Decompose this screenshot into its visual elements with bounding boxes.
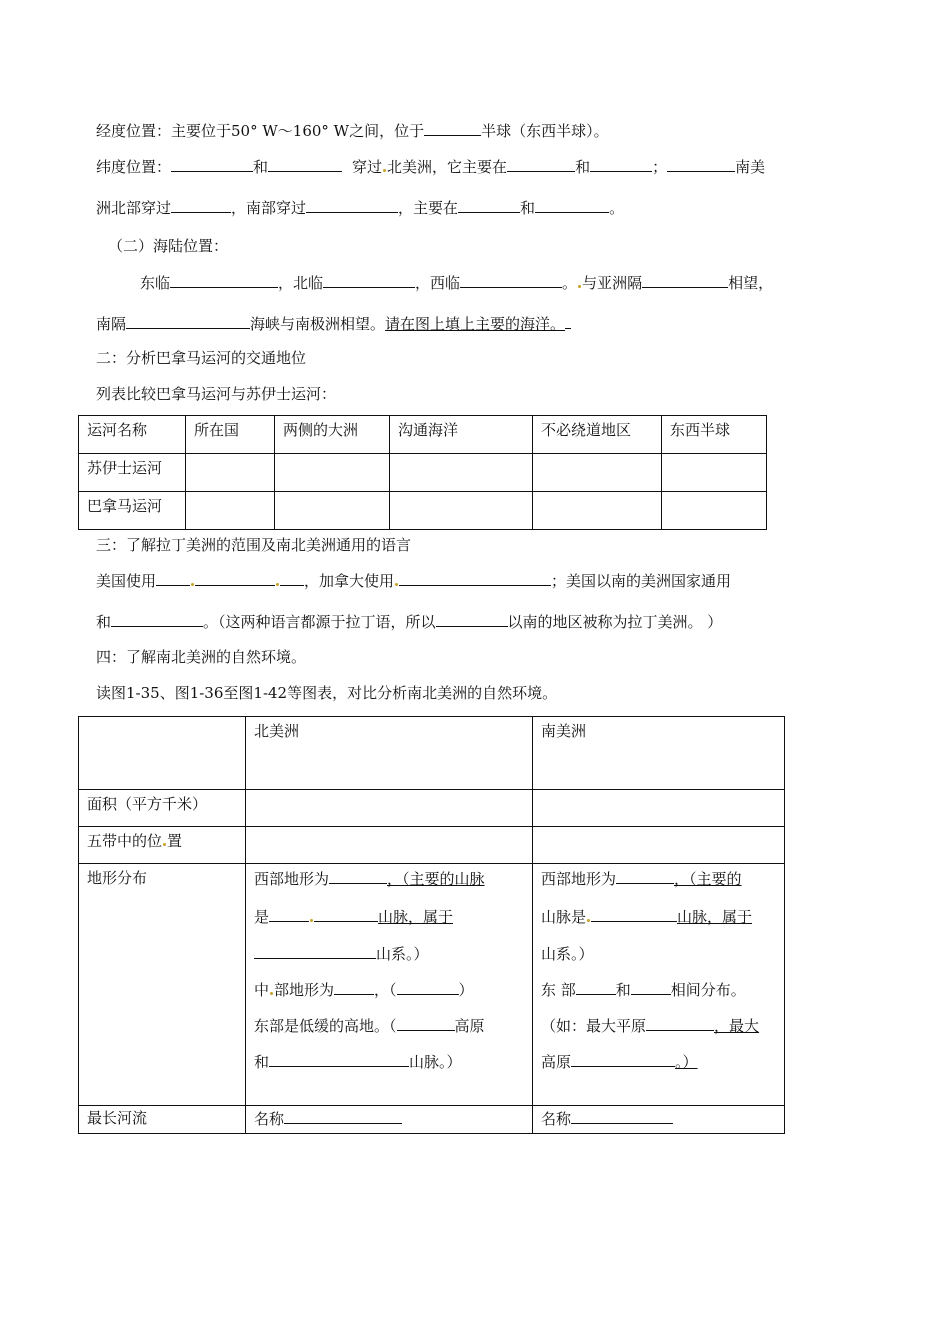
sea-land-heading: （二）海陆位置： bbox=[108, 237, 229, 255]
blank bbox=[111, 611, 203, 627]
row-terrain: 地形分布 bbox=[79, 864, 246, 1106]
blank bbox=[565, 313, 571, 329]
header-avoided-region: 不必绕道地区 bbox=[533, 416, 662, 454]
blank bbox=[126, 313, 250, 329]
blank bbox=[195, 570, 275, 586]
north-terrain-cell: 西部地形为 ，（主要的山脉 是 山脉，属于 山系。） 中 部地形为 ，（ ） 东部是低缓的高地。（ 高原 和 山脉。） bbox=[246, 864, 533, 1106]
sea-line-1: 东临 ，北临 ，西临 。 与亚洲隔 相望， bbox=[140, 274, 774, 292]
row-climate-zone: 五带中的位 置 bbox=[79, 827, 246, 864]
north-river-cell: 名称 bbox=[246, 1106, 533, 1134]
section2-intro: 列表比较巴拿马运河与苏伊士运河： bbox=[96, 385, 337, 403]
section2-heading: 二：分析巴拿马运河的交通地位 bbox=[96, 349, 307, 367]
blank bbox=[280, 570, 304, 586]
col-south-america: 南美洲 bbox=[533, 717, 785, 790]
longitude-line: 经度位置：主要位于50° W～160° W之间，位于 半球（东西半球）。 bbox=[96, 122, 609, 140]
environment-table bbox=[78, 716, 785, 1134]
header-hemisphere: 东西半球 bbox=[662, 416, 767, 454]
col-north-america: 北美洲 bbox=[246, 717, 533, 790]
section4-heading: 四：了解南北美洲的自然环境。 bbox=[96, 648, 307, 666]
south-terrain-cell: 西部地形为 ，（主要的 山脉是 山脉，属于 山系。） 东 部 和 相间分布。 （如：最大平原 ，最大 高原 。） bbox=[533, 864, 785, 1106]
row-panama: 巴拿马运河 bbox=[79, 492, 186, 530]
row-longest-river: 最长河流 bbox=[79, 1106, 246, 1134]
language-line-2: 和 。（这两种语言都源于拉丁语，所以 以南的地区被称为拉丁美洲。 ） bbox=[96, 613, 723, 631]
latitude-line-1: 纬度位置： 和 穿过 北美洲，它主要在 和 ； 南美 bbox=[96, 158, 766, 176]
blank bbox=[171, 156, 253, 172]
blank bbox=[642, 272, 728, 288]
blank bbox=[424, 120, 481, 136]
row-suez: 苏伊士运河 bbox=[79, 454, 186, 492]
blank bbox=[667, 156, 735, 172]
mark-dot bbox=[383, 169, 386, 172]
blank bbox=[507, 156, 575, 172]
map-instruction: 请在图上填上主要的海洋。 bbox=[385, 315, 566, 333]
section3-heading: 三：了解拉丁美洲的范围及南北美洲通用的语言 bbox=[96, 536, 412, 554]
blank bbox=[535, 197, 609, 213]
blank bbox=[268, 156, 342, 172]
sea-line-2: 南隔 海峡与南极洲相望。请在图上填上主要的海洋。 bbox=[96, 313, 571, 334]
blank bbox=[399, 570, 551, 586]
blank bbox=[590, 156, 652, 172]
header-country: 所在国 bbox=[186, 416, 275, 454]
row-area: 面积（平方千米） bbox=[79, 790, 246, 827]
south-river-cell: 名称 bbox=[533, 1106, 785, 1134]
blank bbox=[460, 272, 562, 288]
header-canal-name: 运河名称 bbox=[79, 416, 186, 454]
blank bbox=[306, 197, 398, 213]
latitude-line-2: 洲北部穿过 ，南部穿过 ，主要在 和 。 bbox=[96, 199, 625, 217]
mark-dot bbox=[578, 285, 581, 288]
blank bbox=[171, 197, 231, 213]
header-oceans: 沟通海洋 bbox=[390, 416, 533, 454]
header-continents: 两侧的大洲 bbox=[275, 416, 390, 454]
blank bbox=[323, 272, 415, 288]
blank bbox=[156, 570, 190, 586]
section4-intro: 读图1-35、图1-36至图1-42等图表，对比分析南北美洲的自然环境。 bbox=[96, 684, 558, 702]
canal-comparison-table bbox=[78, 415, 767, 530]
language-line-1: 美国使用 ，加拿大使用 ；美国以南的美洲国家通用 bbox=[96, 572, 732, 590]
blank bbox=[170, 272, 278, 288]
blank bbox=[436, 611, 508, 627]
blank bbox=[458, 197, 520, 213]
